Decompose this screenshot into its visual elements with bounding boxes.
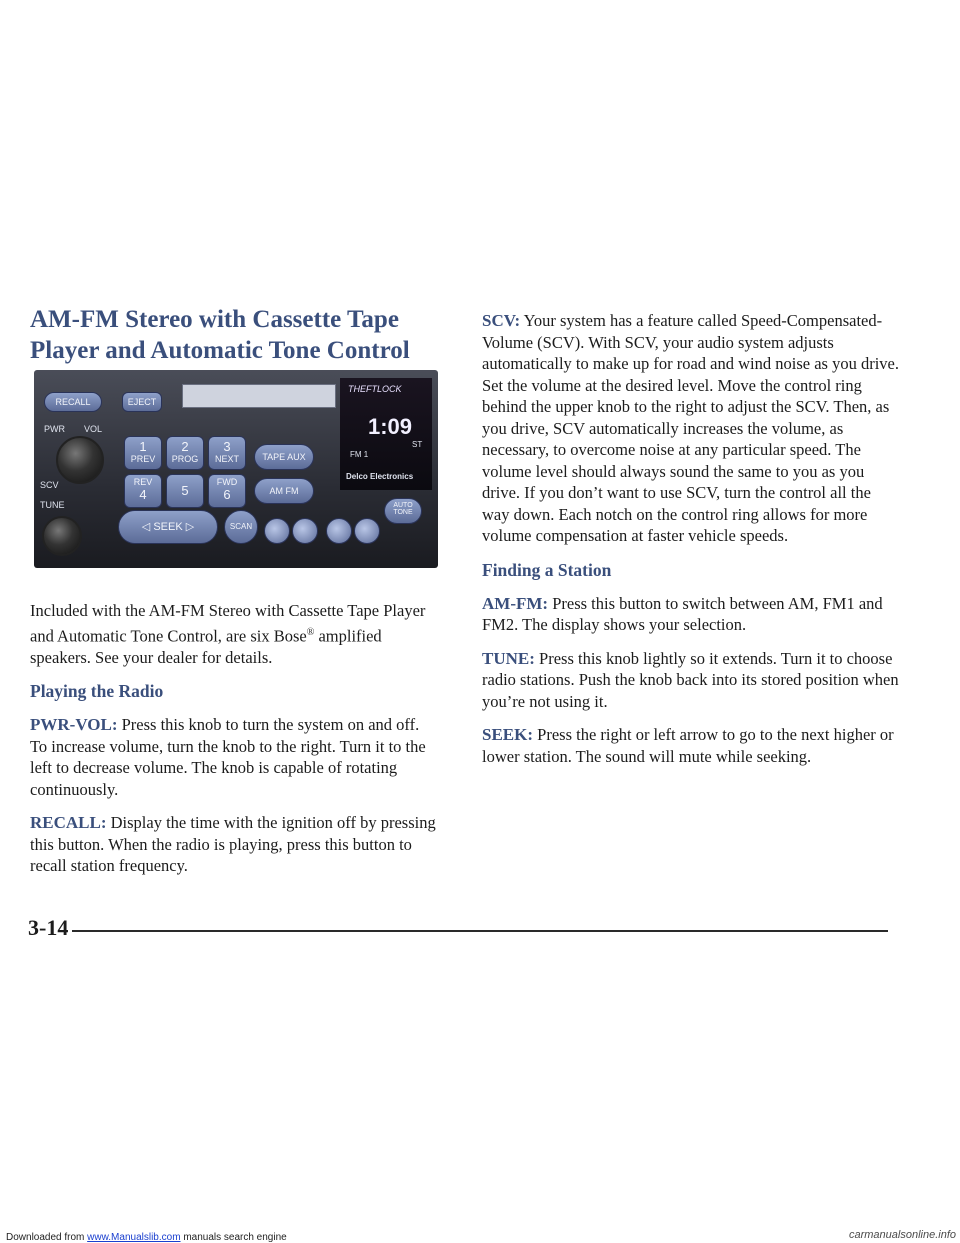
left-column [30,600,440,889]
seek-label: SEEK [153,521,183,533]
preset-5-image [166,474,204,508]
pwr-label: PWR [44,424,65,434]
scv-label: SCV [40,480,59,490]
radio-display [340,378,432,490]
pwr-vol-text: Press this knob to turn the system on and off. To increase volume, turn the knob to the right. Turn it to the left to decrease volume. The knob is capable of rotating continuously. [30,715,426,799]
scv-term: SCV: [482,311,521,330]
tune-term: TUNE: [482,648,535,668]
downloaded-from-text: Downloaded from [6,1232,85,1243]
tone-button-image [264,518,290,544]
preset-4-number: 4 [139,487,147,502]
preset-2-number: 2 [181,439,189,454]
right-column [482,310,902,779]
tone-button-image [354,518,380,544]
scan-button-image: SCAN [224,510,258,544]
amfm-paragraph [482,593,902,636]
search-engine-text: manuals search engine [183,1232,287,1243]
preset-1-image [124,436,162,470]
finding-heading: Finding a Station [482,559,612,580]
tone-button-image [292,518,318,544]
preset-1-sub: PREV [130,454,156,464]
amfm-text: Press this button to switch between AM, FM1 and FM2. The display shows your selection. [482,593,883,634]
seek-term: SEEK: [482,725,534,744]
page-number: 3-14 [28,915,69,940]
theftlock-label: THEFTLOCK [348,384,402,394]
tune-paragraph [482,648,902,713]
auto-tone-button-image: AUTO TONE [384,498,422,524]
preset-3-sub: NEXT [214,454,239,464]
amfm-term: AM-FM: [482,593,549,613]
preset-2-sub: PROG [171,454,199,464]
playing-heading: Playing the Radio [30,681,164,701]
preset-3-image [208,436,246,470]
tune-label: TUNE [40,500,65,510]
preset-2-image [166,436,204,470]
vol-label: VOL [84,424,103,434]
recall-text: Display the time with the ignition off by pressing this button. When the radio is playing, press this button to recall station frequency. [30,813,436,875]
tune-knob-image [42,516,82,556]
tone-button-image [326,518,352,544]
preset-6-number: 6 [223,487,231,502]
preset-3-number: 3 [223,439,231,454]
display-st: ST [412,440,423,449]
brand-label: Delco Electronics [346,472,414,481]
display-time: 1:09 [368,414,413,439]
seek-text: Press the right or left arrow to go to the next higher or lower station. The sound will mute while seeking. [482,725,894,766]
preset-6-image [208,474,246,508]
scv-text: Your system has a feature called Speed-Compensated-Volume (SCV). With SCV, your audio system adjusts automatically to make up for road and wind noise as you drive. Set the volume at the desired level. Move the control ring behind the upper knob to the right to adjust the SCV. Then, as you drive, SCV automatically increases the volume, as necessary, to overcome noise at any particular speed. The volume level should always sound the same to you as you drive. If you don’t want to use SCV, turn the control all the way down. Each notch on the control ring allows for more volume compensation at faster vehicle speeds. [482,311,899,545]
registered-mark: ® [306,626,315,638]
recall-button-image: RECALL [44,392,102,412]
preset-6-sub: FWD [216,477,238,487]
seek-button-image: ◁ SEEK ▷ [118,510,218,544]
recall-paragraph [30,812,440,877]
download-banner [6,1232,287,1243]
scv-paragraph [482,310,902,547]
intro-end-text: amplified speakers. See your dealer for details. [30,626,382,667]
preset-1-number: 1 [139,439,147,454]
manualslib-link[interactable]: www.Manualslib.com [87,1232,181,1243]
footer-watermark: carmanualsonline.info [848,1229,956,1241]
tune-text: Press this knob lightly so it extends. Turn it to choose radio stations. Push the knob back into its stored position when you’re not using it. [482,648,899,711]
preset-4-image [124,474,162,508]
intro-paragraph [30,600,440,668]
pwr-vol-term: PWR-VOL: [30,715,118,734]
page-title: AM-FM Stereo with Cassette Tape Player and Automatic Tone Control [30,306,410,364]
preset-5-number: 5 [181,483,189,498]
radio-faceplate-image [34,370,438,568]
intro-text: Included with the AM-FM Stereo with Cassette Tape Player and Automatic Tone Control, are six Bose [30,601,426,645]
seek-paragraph [482,724,902,767]
footer-rule [72,930,888,932]
recall-term: RECALL: [30,813,107,832]
eject-button-image: EJECT [122,392,162,412]
preset-4-sub: REV [133,477,153,487]
tape-slot [182,384,336,408]
pwr-vol-paragraph [30,714,440,800]
tape-aux-button-image: TAPE AUX [254,444,314,470]
volume-knob-image [56,436,104,484]
display-fm: FM 1 [350,450,369,459]
am-fm-button-image: AM FM [254,478,314,504]
